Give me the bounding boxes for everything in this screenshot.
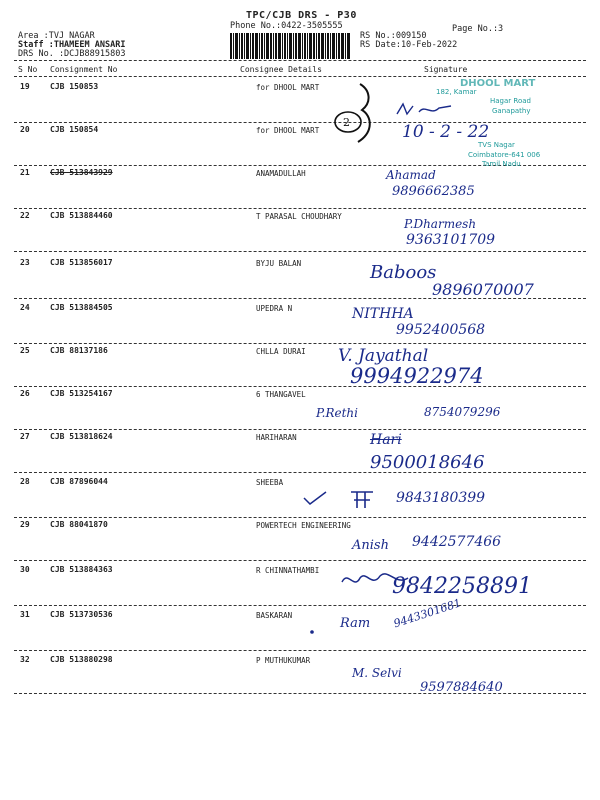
rs-date: RS Date:10-Feb-2022 (360, 40, 458, 50)
row-consignee: for DHOOL MART (256, 83, 320, 92)
signature-name: V. Jayathal (338, 346, 429, 366)
row-divider (14, 560, 586, 561)
signature-phone: 9896662385 (392, 184, 475, 199)
signature-phone: 9952400568 (396, 322, 486, 338)
signature-name: P.Dharmesh (404, 217, 477, 231)
row-consignment: CJB 150853 (50, 82, 99, 91)
row-divider (14, 472, 586, 473)
row-consignment: CJB 513880298 (50, 655, 113, 664)
svg-text:2: 2 (343, 116, 350, 129)
row-consignee: for DHOOL MART (256, 126, 320, 135)
row-consignee: 6 THANGAVEL (256, 390, 306, 399)
row-consignee: BASKARAN (256, 611, 293, 620)
stamp-line: DHOOL MART (460, 78, 536, 89)
row-consignee: P MUTHUKUMAR (256, 656, 311, 665)
table-row (0, 211, 600, 254)
stamp-line: Ganapathy (492, 107, 531, 115)
check-mark-icon (300, 490, 330, 506)
row-divider (14, 429, 586, 430)
phone-number: Phone No.:0422-3505555 (230, 21, 343, 31)
row-sno: 22 (20, 211, 30, 220)
signature-phone: 9994922974 (350, 364, 484, 388)
row-sno: 30 (20, 565, 30, 574)
row-consignment: CJB 513843929 (50, 168, 113, 177)
row-divider (14, 605, 586, 606)
row-sno: 26 (20, 389, 30, 398)
row-sno: 29 (20, 520, 30, 529)
row-consignment: CJB 513730536 (50, 610, 113, 619)
row-consignment: CJB 513884363 (50, 565, 113, 574)
rs-number: RS No.:009150 (360, 31, 427, 41)
row-consignee: UPEDRA N (256, 304, 293, 313)
col-signature: Signature (424, 65, 468, 74)
signature-phone: 9443301681 (392, 596, 463, 631)
row-divider (14, 343, 586, 344)
row-sno: 32 (20, 655, 30, 664)
row-sno: 28 (20, 477, 30, 486)
row-sno: 21 (20, 168, 30, 177)
signature-date: 10 - 2 - 22 (402, 122, 490, 142)
table-row (0, 520, 600, 563)
stamp-line: Coimbatore-641 006 (468, 151, 541, 159)
row-divider (14, 208, 586, 209)
signature-name: Ahamad (386, 168, 436, 182)
col-consignee-details: Consignee Details (240, 65, 322, 74)
drs-title: TPC/CJB DRS - P30 (246, 10, 357, 21)
signature-name: Baboos (370, 262, 437, 283)
signature-name: NITHHA (352, 306, 414, 322)
row-consignee: R CHINNATHAMBI (256, 566, 320, 575)
column-header-divider (14, 76, 586, 77)
row-consignment: CJB 513818624 (50, 432, 113, 441)
row-consignee: ANAMADULLAH (256, 169, 306, 178)
staff-label: Staff :THAMEEM ANSARI (18, 40, 126, 50)
row-consignment: CJB 88137186 (50, 346, 108, 355)
drs-number: DRS No. :DCJB88915803 (18, 49, 126, 59)
row-consignment: CJB 150854 (50, 125, 99, 134)
signature-phone: 9597884640 (420, 680, 503, 695)
row-divider (14, 650, 586, 651)
table-row (0, 432, 600, 475)
signature-name: M. Selvi (352, 666, 402, 680)
header-divider (14, 60, 586, 61)
row-consignment: CJB 513884505 (50, 303, 113, 312)
row-consignment: CJB 513856017 (50, 258, 113, 267)
stamp-line: Hagar Road (490, 97, 531, 105)
signature-phone: 9842258891 (392, 574, 532, 599)
row-consignment: CJB 88041870 (50, 520, 108, 529)
table-row (0, 303, 600, 346)
row-consignment: CJB 513254167 (50, 389, 113, 398)
handwritten-dot-mark (300, 610, 330, 640)
handwritten-initials (395, 100, 455, 120)
signature-name: Ram (340, 616, 371, 631)
barcode-image (230, 33, 350, 59)
page-number: Page No.:3 (452, 24, 504, 34)
row-divider (14, 517, 586, 518)
row-divider (14, 386, 586, 387)
stamp-line: Tamil Nadu (482, 160, 521, 168)
row-consignee: SHEEBA (256, 478, 284, 487)
row-consignment: CJB 513884460 (50, 211, 113, 220)
row-consignee: BYJU BALAN (256, 259, 302, 268)
col-sno: S No (18, 65, 38, 74)
row-sno: 31 (20, 610, 30, 619)
stamp-line: 182, Kamar (436, 88, 477, 96)
row-consignee: HARIHARAN (256, 433, 297, 442)
table-row (0, 168, 600, 211)
row-consignee: CHLLA DURAI (256, 347, 306, 356)
signature-phone: 9363101709 (406, 232, 496, 248)
stamp-line: TVS Nagar (478, 141, 515, 149)
row-sno: 20 (20, 125, 30, 134)
area-label: Area :TVJ NAGAR (18, 31, 95, 41)
row-sno: 23 (20, 258, 30, 267)
col-consignment: Consignment No (50, 65, 118, 74)
handwritten-initials (348, 488, 376, 510)
row-sno: 27 (20, 432, 30, 441)
row-sno: 25 (20, 346, 30, 355)
row-sno: 24 (20, 303, 30, 312)
table-row (0, 346, 600, 389)
signature-phone: 8754079296 (424, 405, 501, 419)
row-divider (14, 251, 586, 252)
row-consignee: POWERTECH ENGINEERING (256, 521, 351, 530)
row-consignee: T PARASAL CHOUDHARY (256, 212, 342, 221)
signature-phone: 9500018646 (370, 452, 485, 473)
table-row (0, 389, 600, 432)
signature-name: Anish (352, 538, 389, 553)
row-sno: 19 (20, 82, 30, 91)
table-row (0, 655, 600, 698)
row-consignment: CJB 87896044 (50, 477, 108, 486)
signature-name: P.Rethi (316, 406, 358, 420)
signature-name: Hari (370, 432, 402, 448)
handwritten-bracket-mark (330, 80, 390, 150)
signature-phone: 9896070007 (432, 280, 534, 299)
signature-phone: 9843180399 (396, 490, 486, 506)
signature-phone: 9442577466 (412, 534, 502, 550)
